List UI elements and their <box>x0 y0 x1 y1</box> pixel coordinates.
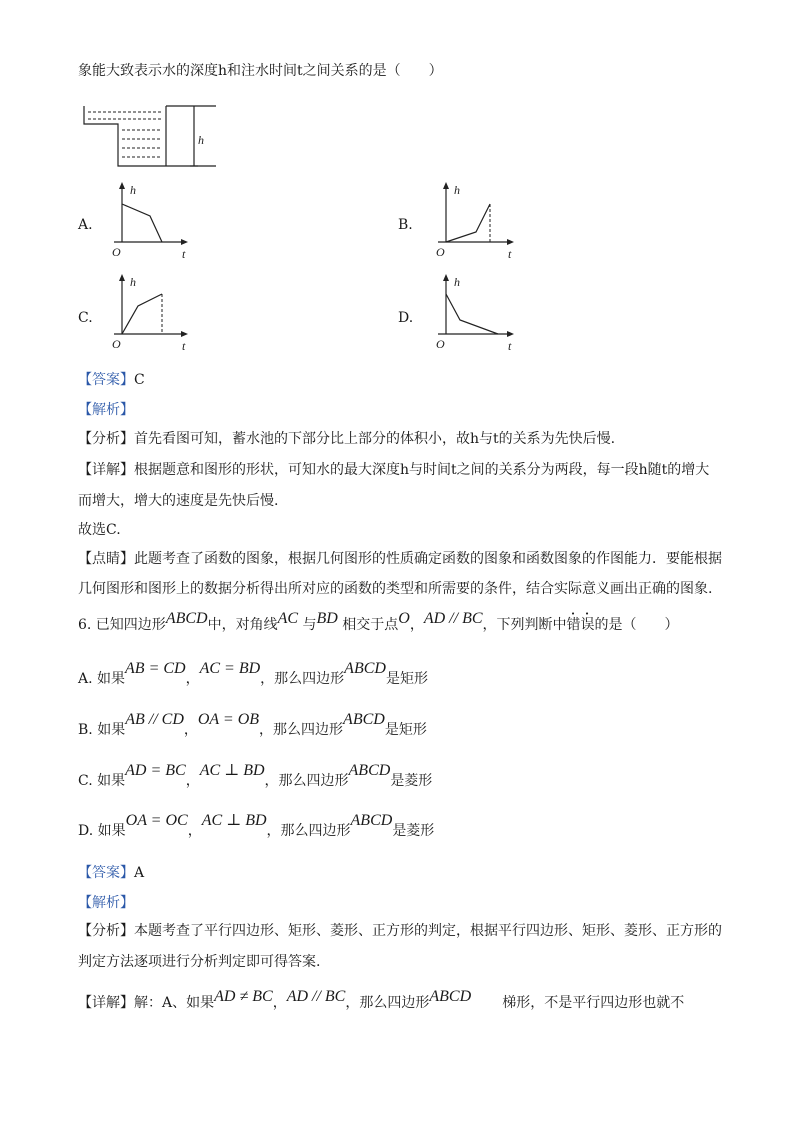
q6-answer: 【答案】A <box>78 865 145 881</box>
q5-dianjing-2: 几何图形和图形上的数据分析得出所对应的函数的类型和所需要的条件，结合实际意义画出正确的图象. <box>78 581 713 597</box>
svg-text:O: O <box>436 337 445 351</box>
q5-choose: 故选C. <box>78 522 121 538</box>
q5-answer: 【答案】C <box>78 372 145 388</box>
q6-option-a: A. 如果AB = CD，AC = BD，那么四边形ABCD是矩形 <box>78 660 428 687</box>
graph-c <box>110 274 192 354</box>
svg-text:t: t <box>508 339 512 353</box>
q6-option-d: D. 如果OA = OC，AC ⊥ BD，那么四边形ABCD是菱形 <box>78 812 435 839</box>
svg-text:h: h <box>130 183 136 197</box>
graph-b <box>434 182 518 260</box>
svg-text:h: h <box>454 183 460 197</box>
reservoir-figure <box>84 106 224 172</box>
q5-option-a-label: A. <box>78 217 93 233</box>
svg-text:h: h <box>454 275 460 289</box>
q6-analysis-tag: 【解析】 <box>78 895 134 911</box>
q6-xiangjie: 【详解】解：A、如果AD ≠ BC，AD // BC，那么四边形ABCD 梯形，不是平行四边形也就不 <box>78 988 685 1011</box>
q5-option-d-label: D. <box>398 310 414 326</box>
fig-h-label: h <box>198 133 204 147</box>
graph-a <box>110 182 190 260</box>
q5-fenxi: 【分析】首先看图可知，蓄水池的下部分比上部分的体积小，故h与t的关系为先快后慢. <box>78 431 616 447</box>
svg-text:O: O <box>112 245 121 259</box>
svg-text:O: O <box>112 337 121 351</box>
svg-text:t: t <box>182 339 186 353</box>
q6-fenxi-2: 判定方法逐项进行分析判定即可得答案. <box>78 954 321 970</box>
svg-text:t: t <box>182 247 186 261</box>
q6-fenxi-1: 【分析】本题考查了平行四边形、矩形、菱形、正方形的判定，根据平行四边形、矩形、菱形、正方形的 <box>78 923 722 939</box>
q5-stem: 象能大致表示水的深度h和注水时间t之间关系的是（ ） <box>78 63 443 79</box>
q5-xiangjie-1: 【详解】根据题意和图形的形状，可知水的最大深度h与时间t之间的关系分为两段，每一段h随t的增大 <box>78 462 710 478</box>
graph-d <box>434 274 518 354</box>
q6-option-c: C. 如果AD = BC，AC ⊥ BD，那么四边形ABCD是菱形 <box>78 762 433 789</box>
q6-option-b: B. 如果AB // CD，OA = OB，那么四边形ABCD是矩形 <box>78 711 427 738</box>
q5-xiangjie-2: 而增大，增大的速度是先快后慢. <box>78 493 279 509</box>
q5-option-c-label: C. <box>78 310 93 326</box>
q5-analysis-tag: 【解析】 <box>78 402 134 418</box>
q6-stem: 6. 已知四边形ABCD中，对角线AC 与BD 相交于点O，AD // BC，下列判断中错误的是（ ） <box>78 610 679 633</box>
svg-text:h: h <box>130 275 136 289</box>
q5-dianjing-1: 【点睛】此题考查了函数的图象，根据几何图形的性质确定函数的图象和函数图象的作图能力．要能根据 <box>78 551 722 567</box>
svg-text:t: t <box>508 247 512 261</box>
q5-option-b-label: B. <box>398 217 413 233</box>
svg-text:O: O <box>436 245 445 259</box>
